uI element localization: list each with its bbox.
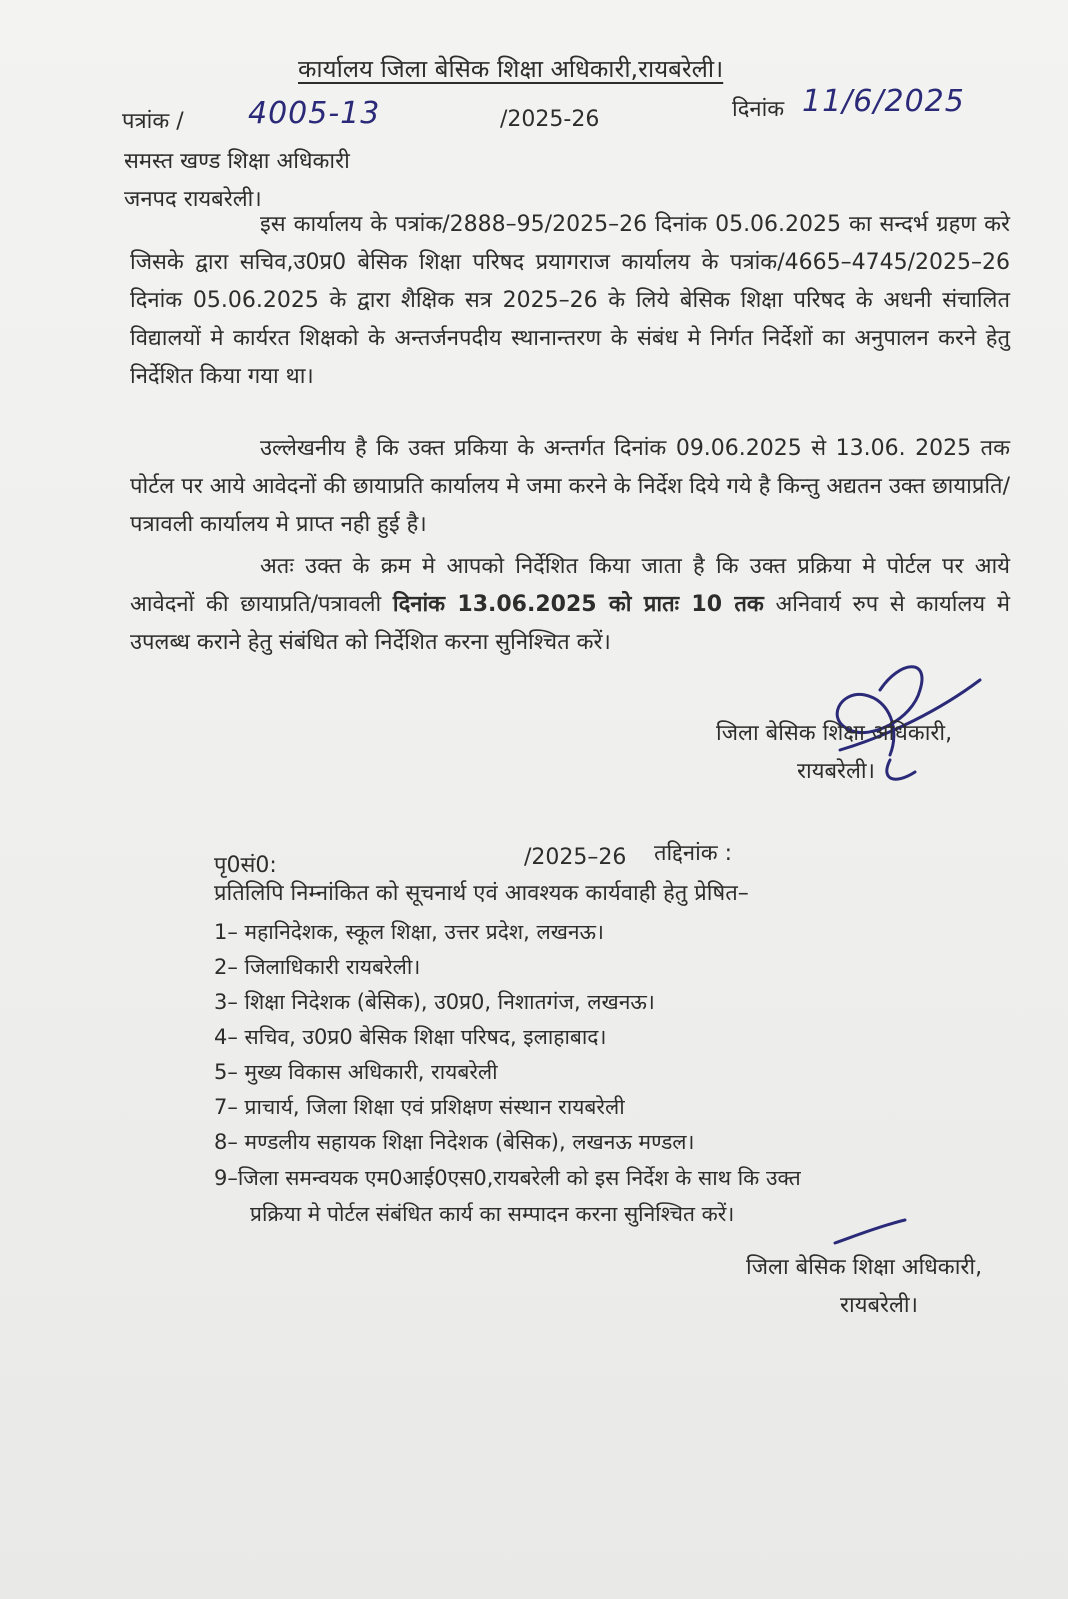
recipient-item: 1– महानिदेशक, स्कूल शिक्षा, उत्तर प्रदेश, लखनऊ।	[214, 920, 604, 944]
copy-signature-title-line-2: रायबरेली।	[840, 1293, 918, 1318]
recipient-item: 4– सचिव, उ0प्र0 बेसिक शिक्षा परिषद, इलाहाबाद।	[214, 1025, 607, 1049]
date-handwritten: 11/6/2025	[802, 84, 965, 119]
body-paragraph-2	[130, 430, 1010, 544]
body-paragraph-1	[130, 206, 1010, 396]
copy-intro: प्रतिलिपि निम्नांकित को सूचनार्थ एवं आवश्यक कार्यवाही हेतु प्रेषित–	[214, 881, 749, 906]
copy-ref-label: पृ0सं0:	[214, 853, 277, 878]
signature-title-line-1: जिला बेसिक शिक्षा अधिकारी,	[716, 721, 953, 746]
body-paragraph-3	[130, 548, 1010, 662]
recipient-item: 2– जिलाधिकारी रायबरेली।	[214, 955, 421, 979]
recipient-item-9-line-2: प्रक्रिया मे पोर्टल संबंधित कार्य का सम्पादन करना सुनिश्चित करें।	[250, 1202, 735, 1226]
paragraph-3-start: अतः उक्त के क्रम मे आपको निर्देशित किया जाता है कि उक्त प्रक्रिया मे पोर्टल पर आये आवेदनों की छायाप्रति/पत्रावली	[130, 554, 1010, 617]
ref-label: पत्रांक /	[122, 109, 184, 134]
recipient-item: 3– शिक्षा निदेशक (बेसिक), उ0प्र0, निशातगंज, लखनऊ।	[214, 990, 655, 1014]
signature-title-line-2: रायबरेली।	[797, 759, 875, 784]
ref-number-handwritten: 4005-13	[248, 96, 381, 131]
copy-ref-year: /2025–26	[524, 845, 627, 870]
copy-signature-title-line-1: जिला बेसिक शिक्षा अधिकारी,	[746, 1255, 983, 1280]
office-heading: कार्यालय जिला बेसिक शिक्षा अधिकारी,रायबरेली।	[298, 55, 724, 83]
recipient-item: 8– मण्डलीय सहायक शिक्षा निदेशक (बेसिक), लखनऊ मण्डल।	[214, 1130, 695, 1154]
addressee-line-2: जनपद रायबरेली।	[124, 187, 262, 212]
copy-date-label: तद्दिनांक :	[654, 841, 733, 866]
recipient-item-9-line-1: 9–जिला समन्वयक एम0आई0एस0,रायबरेली को इस निर्देश के साथ कि उक्त	[214, 1166, 801, 1190]
paragraph-2-text: उल्लेखनीय है कि उक्त प्रकिया के अन्तर्गत दिनांक 09.06.2025 से 13.06. 2025 तक पोर्टल पर आये आवेदनों की छायाप्रति कार्यालय मे जमा करने के निर्देश दिये गये है किन्तु अद्यतन उक्त छायाप्रति/पत्रावली कार्यालय मे प्राप्त नही हुई है।	[130, 436, 1010, 537]
recipient-item: 7– प्राचार्य, जिला शिक्षा एवं प्रशिक्षण संस्थान रायबरेली	[214, 1095, 625, 1119]
paragraph-3-deadline: दिनांक 13.06.2025 को प्रातः 10 तक	[392, 592, 764, 617]
paragraph-3-end: अनिवार्य रुप से कार्यालय मे उपलब्ध कराने हेतु संबंधित को निर्देशित करना सुनिश्चित करें।	[130, 592, 1010, 655]
handwritten-initial	[830, 1218, 910, 1248]
recipient-item: 5– मुख्य विकास अधिकारी, रायबरेली	[214, 1060, 498, 1084]
paragraph-1-text: इस कार्यालय के पत्रांक/2888–95/2025–26 दिनांक 05.06.2025 का सन्दर्भ ग्रहण करे जिसके द्वारा सचिव,उ0प्र0 बेसिक शिक्षा परिषद प्रयागराज कार्यालय के पत्रांक/4665–4745/2025–26 दिनांक 05.06.2025 के द्वारा शैक्षिक सत्र 2025–26 के लिये बेसिक शिक्षा परिषद के अधनी संचालित विद्यालयों मे कार्यरत शिक्षको के अन्तर्जनपदीय स्थानान्तरण के संबंध मे निर्गत निर्देशों का अनुपालन करने हेतु निर्देशित किया गया था।	[130, 212, 1010, 389]
ref-year: /2025-26	[500, 107, 600, 132]
addressee-line-1: समस्त खण्ड शिक्षा अधिकारी	[124, 149, 350, 174]
date-label: दिनांक	[732, 97, 785, 122]
